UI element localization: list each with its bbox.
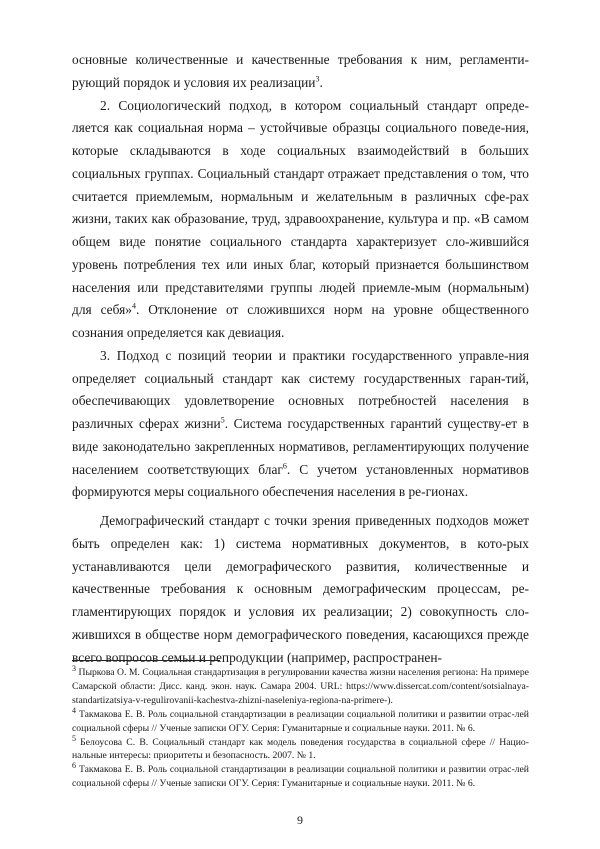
paragraph-sociological [72, 95, 529, 345]
footnote-text: Белоусова С. В. Социальный стандарт как модель поведения государства в социальной сфере // Нацио-нальные интересы: приоритеты и безопасность. 2007. № 1. [72, 736, 529, 762]
footnote-ref: 5 [220, 415, 225, 425]
footnote [72, 705, 529, 736]
footnote [72, 733, 529, 764]
paragraph-tail: . [319, 74, 323, 90]
paragraph-continuation [72, 49, 529, 95]
paragraph-governance [72, 345, 529, 504]
footnote-number: 3 [72, 663, 76, 673]
footnote-text: Такмакова Е. В. Роль социальной стандартизации в реализации социальной политики и развитии отрас-лей социальной сферы // Ученые записки ОГУ. Серия: Гуманитарные и социальные науки. 2011. № 6. [72, 708, 529, 734]
footnote-number: 5 [72, 733, 76, 743]
footnote [72, 763, 529, 791]
footnote-text: Такмакова Е. В. Роль социальной стандартизации в реализации социальной политики и развитии отрас-лей социальной сферы // Ученые записки ОГУ. Серия: Гуманитарные и социальные науки. 2011. № 6. [72, 764, 529, 790]
page-number: 9 [297, 813, 303, 827]
footnote-text: Пыркова О. М. Социальная стандартизация в регулировании качества жизни населения региона: На примере Самарской области: Дисс. канд. экон. наук. Самара 2004. URL: https://www.dissercat.com/content/sotsialnaya-standartizatsiya-v-regulirovanii-kachestva-zhizni-naseleniya-regiona-na-primere-). [72, 667, 529, 706]
footnote-ref: 3 [315, 74, 320, 84]
paragraph-demographic [72, 510, 529, 669]
paragraph-text: основные количественные и качественные требования к ним, регламенти-рующий порядок и условия их реализации [72, 52, 529, 90]
footnote-number: 6 [72, 761, 76, 771]
paragraph-text: Демографический стандарт с точки зрения приведенных подходов может быть определен как: 1) система нормативных документов, в кото-рых устанавливаются цели демографического развития, количественные и качественные требования к основным демографическим процессам, ре-гламентирующих порядок и условия их реализации; 2) совокупность сло-жившихся в обществе норм демографического поведения, касающихся прежде всего вопросов семьи и репродукции (например, распространен- [72, 513, 529, 665]
footnote-ref: 6 [282, 461, 287, 471]
main-text [72, 49, 529, 669]
footnote-ref: 4 [131, 301, 136, 311]
paragraph-tail: . Отклонение от сложившихся норм на уровне общественного сознания определяется как девиация. [72, 302, 529, 340]
footnote-number: 4 [72, 705, 76, 715]
paragraph-tail: . Система государственных гарантий существу-ет в виде законодательно закрепленных нормативов, регламентирующих получение населением соответствующих благ [72, 416, 529, 477]
footnote [72, 663, 529, 708]
paragraph-text: 2. Социологический подход, в котором социальный стандарт опреде-ляется как социальная норма – устойчивые образцы социального поведе-ния, которые складываются в ходе социальных взаимодействий в больших социальных группах. Социальный стандарт отражает представления о том, что считается приемлемым, нормальным и желательным в различных сфе-рах жизни, таких как образование, труд, здравоохранение, культура и пр. «В самом общем виде понятие социального стандарта характеризует сло-жившийся уровень потребления тех или иных благ, который признается большинством населения или представителями группы людей приемле-мым (нормальным) для себя» [72, 97, 529, 318]
footnote-separator [72, 660, 220, 661]
footnotes [72, 663, 529, 791]
paragraph-text: 3. Подход с позиций теории и практики государственного управле-ния определяет социальный стандарт как систему государственных гаран-тий, обеспечивающих удовлетворение основных потребностей населения в различных сферах жизни [72, 347, 529, 431]
paragraph-tail: . С учетом установленных нормативов формируются меры социального обеспечения населения в ре-гионах. [72, 461, 529, 500]
